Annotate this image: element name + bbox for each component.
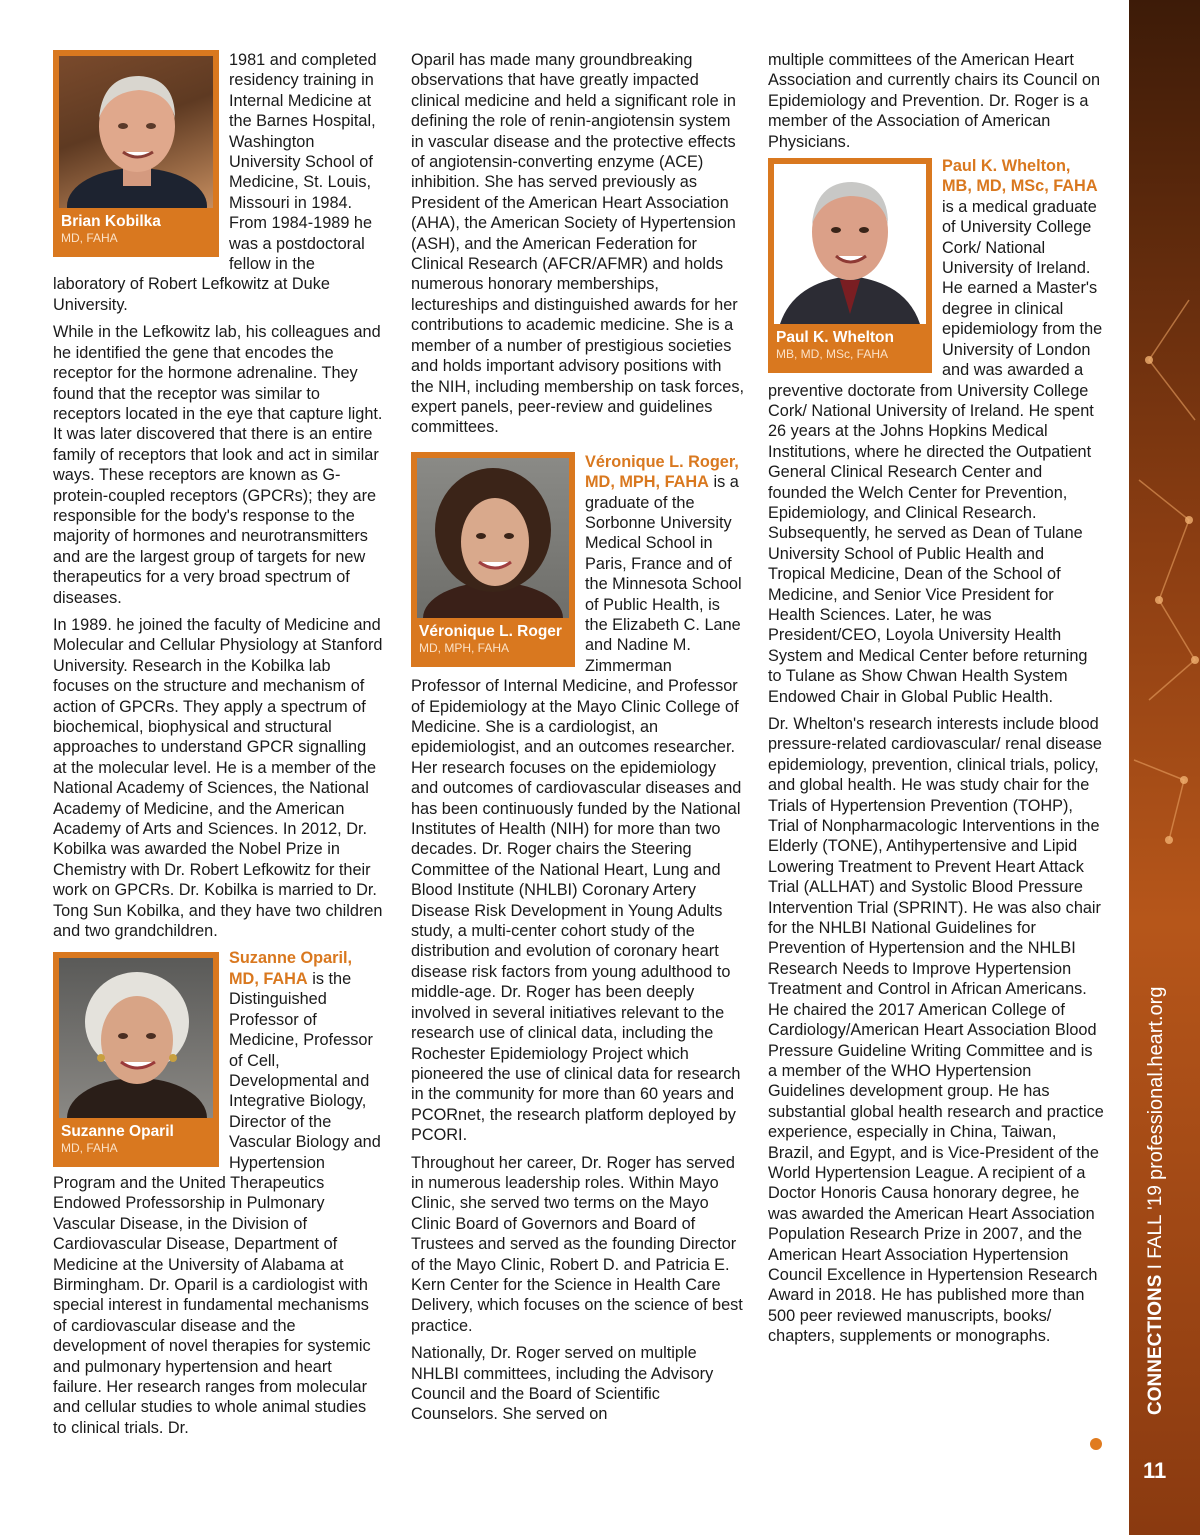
whelton-photo-box bbox=[768, 158, 932, 373]
roger-paragraph-1-text: is a graduate of the Sorbonne University Medical School in Paris, France and of the Minnesota School of Public Health, is the Elizabeth C. Lane and Nadine M. Zimmerman Professor of Internal Medicine, and Professor of Epidemiology at the Mayo Clinic College of Medicine. She is a cardiologist, an epidemiologist, and an outcomes researcher. Her research focuses on the epidemiology and outcomes of cardiovascular diseases and has been continuously funded by the National Institutes of Health (NIH) for more than two decades. Dr. Roger chairs the Steering Committee of the National Heart, Lung and Blood Institute (NHLBI) Coronary Artery Disease Risk Development in Young Adults study, a multi-center cohort study of the distribution and evolution of coronary heart disease risk factors from young adulthood to middle-age. Dr. Roger has been deeply involved in several initiatives relevant to the research use of clinical data, including the Rochester Epidemiology Project which pioneered the use of clinical data for research in the community for more than 60 years and PCORnet, the research platform deployed by PCORI. bbox=[411, 473, 742, 1145]
whelton-caption-credentials: MB, MD, MSc, FAHA bbox=[776, 347, 889, 362]
roger-paragraph-2: Throughout her career, Dr. Roger has served in numerous leadership roles. Within Mayo Clinic, she served two terms on the Mayo Clinic Board of Governors and Board of Trustees and served as the founding Director of the Mayo Clinic, Robert D. and Patricia E. Kern Center for the Science in Health Care Delivery, which focuses on the science of best practice. bbox=[411, 1153, 743, 1335]
oparil-portrait bbox=[59, 958, 213, 1118]
website-url[interactable]: professional.heart.org bbox=[1145, 986, 1167, 1180]
oparil-caption-credentials: MD, FAHA bbox=[61, 1141, 118, 1156]
issue-label bbox=[1143, 1185, 1169, 1415]
column-1 bbox=[53, 50, 383, 1445]
kobilka-caption-credentials: MD, FAHA bbox=[61, 231, 118, 245]
roger-paragraph-3: Nationally, Dr. Roger served on multiple NHLBI committees, including the Advisory Council and the Board of Scientific Counselors. She served on bbox=[411, 1344, 714, 1424]
whelton-caption-name: Paul K. Whelton bbox=[776, 329, 894, 347]
roger-portrait bbox=[417, 458, 569, 618]
oparil-caption-name: Suzanne Oparil bbox=[61, 1123, 174, 1141]
whelton-paragraph-1-text: is a medical graduate of University College Cork/ National University of Ireland. He earned a Master's degree in clinical epidemiology from the University of London and was awarded a preventive doctorate from University College Cork/ National University of Ireland. He spent 26 years at the Johns Hopkins Medical Institutions, where he directed the Outpatient General Clinical Research Center and founded the Welch Center for Prevention, Epidemiology, and Clinical Research. Subsequently, he served as Dean of Tulane University School of Public Health and Tropical Medicine, Dean of the School of Medicine, and Senior Vice President for Health Sciences. Later, he was President/CEO, Loyola University Health System and Medical Center before returning to Tulane as Show Chwan Health System Endowed Chair in Global Public Health. bbox=[768, 197, 1103, 706]
kobilka-paragraph-1: 1981 and completed residency training in Internal Medicine at the Barnes Hospital, Washington University School of Medicine, St. Louis, Missouri in 1984. From 1984-1989 he was a postdoctoral fellow in the laboratory of Robert Lefkowitz at Duke University. bbox=[53, 51, 377, 314]
oparil-photo-box bbox=[53, 952, 219, 1167]
url-wrapper bbox=[1143, 940, 1169, 1180]
page-number: 11 bbox=[1143, 1458, 1167, 1483]
whelton-portrait bbox=[774, 164, 926, 324]
column-2 bbox=[411, 50, 745, 1432]
roger-heading: Véronique L. Roger, MD, MPH, FAHA bbox=[585, 452, 739, 492]
roger-photo-box bbox=[411, 452, 575, 667]
kobilka-portrait bbox=[59, 56, 213, 208]
whelton-heading: Paul K. Whelton, MB, MD, MSc, FAHA bbox=[942, 157, 1098, 196]
kobilka-photo-box bbox=[53, 50, 219, 257]
oparil-heading: Suzanne Oparil, MD, FAHA bbox=[229, 949, 353, 988]
kobilka-paragraph-3: In 1989. he joined the faculty of Medicine and Molecular and Cellular Physiology at Stanford University. Research in the Kobilka lab focuses on the structure and mechanism of action of GPCRs. They apply a spectrum of biochemical, biophysical and structural approaches to understand GPCR signalling at the molecular level. He is a member of the National Academy of Sciences, the National Academy of Medicine, and the American Academy of Arts and Sciences. In 2012, Dr. Kobilka was awarded the Nobel Prize in Chemistry with Dr. Robert Lefkowitz for their work on GPCRs. Dr. Kobilka is married to Dr. Tong Sun Kobilka, and they have two children and two grandchildren. bbox=[53, 615, 383, 941]
end-of-article-dot bbox=[1090, 1438, 1102, 1450]
roger-caption-credentials: MD, MPH, FAHA bbox=[419, 640, 510, 655]
oparil-paragraph-1-text: is the Distinguished Professor of Medicine, Professor of Cell, Developmental and Integrative Biology, Director of the Vascular Biology and Hypertension Program and the United Therapeutics Endowed Professorship in Pulmonary Vascular Disease, in the Division of Cardiovascular Disease, Department of Medicine at the University of Alabama at Birmingham. Dr. Oparil is a cardiologist with special interest in fundamental mechanisms of cardiovascular disease and the development of novel therapies for systemic and pulmonary hypertension and heart failure. Her research ranges from molecular and cellular studies to whole animal studies to clinical trials. Dr. bbox=[53, 969, 381, 1437]
kobilka-paragraph-2: While in the Lefkowitz lab, his colleagues and he identified the gene that encodes the receptor for the hormone adrenaline. They found that the receptor was similar to receptors located in the eye that capture light. It was later discovered that there is an entire family of receptors that look and act in similar ways. These receptors are known as G-protein-coupled receptors (GPCRs); they are responsible for the body's response to the majority of hormones and neurotransmitters and are the largest group of targets for new therapeutics for a very broad spectrum of diseases. bbox=[53, 323, 383, 607]
roger-paragraph-4: multiple committees of the American Heart Association and currently chairs its Council on Epidemiology and Prevention. Dr. Roger is a member of the Association of American Physicians. bbox=[768, 51, 1101, 151]
roger-caption-name: Véronique L. Roger bbox=[419, 622, 562, 640]
oparil-paragraph-2: Oparil has made many groundbreaking observations that have greatly impacted clinical medicine and held a significant role in defining the role of renin-angiotensin system in vascular disease and the protective effects of angiotensin-converting enzyme (ACE) inhibition. She has served previously as President of the American Heart Association (AHA), the American Society of Hypertension (ASH), and the American Federation for Clinical Research (AFCR/AFMR) and holds numerous honorary memberships, lectureships and distinguished awards for her contributions to academic medicine. She is a member of a number of prestigious societies and holds important advisory positions with the NIH, including membership on task forces, expert panels, peer-review and guidelines committees. bbox=[411, 51, 745, 437]
kobilka-caption-name: Brian Kobilka bbox=[61, 213, 161, 230]
column-3 bbox=[768, 50, 1104, 1354]
issue-title: CONNECTIONS bbox=[1145, 1274, 1166, 1415]
whelton-paragraph-2: Dr. Whelton's research interests include blood pressure-related cardiovascular/ renal disease epidemiology, prevention, clinical trials, policy, and global health. He was study chair for the Trials of Hypertension Prevention (TOHP), Trial of Nonpharmacologic Interventions in the Elderly (TONE), Antihypertensive and Lipid Lowering Treatment to Prevent Heart Attack Trial (ALLHAT) and Systolic Blood Pressure Intervention Trial (SPRINT). He was also chair for the NHLBI National Guidelines for Prevention of Hypertension and the NHLBI Research Needs to Improve Hypertension Treatment and Control in African Americans. He chaired the 2017 American College of Cardiology/American Heart Association Blood Pressure Guideline Writing Committee and is a member of the WHO Hypertension Guidelines development group. He has substantial global health research and practice experience, especially in China, Taiwan, Brazil, and Egypt, and is Vice-President of the World Hypertension League. A recipient of a Doctor Honoris Causa honorary degree, he was awarded the American Heart Association Population Research Prize in 2007, and the American Heart Association Hypertension Council Excellence in Hypertension Research Award in 2018. He has published more than 500 peer reviewed manuscripts, books/ chapters, supplements or monographs. bbox=[768, 715, 1104, 1346]
issue-date: I FALL '19 bbox=[1145, 1185, 1166, 1275]
